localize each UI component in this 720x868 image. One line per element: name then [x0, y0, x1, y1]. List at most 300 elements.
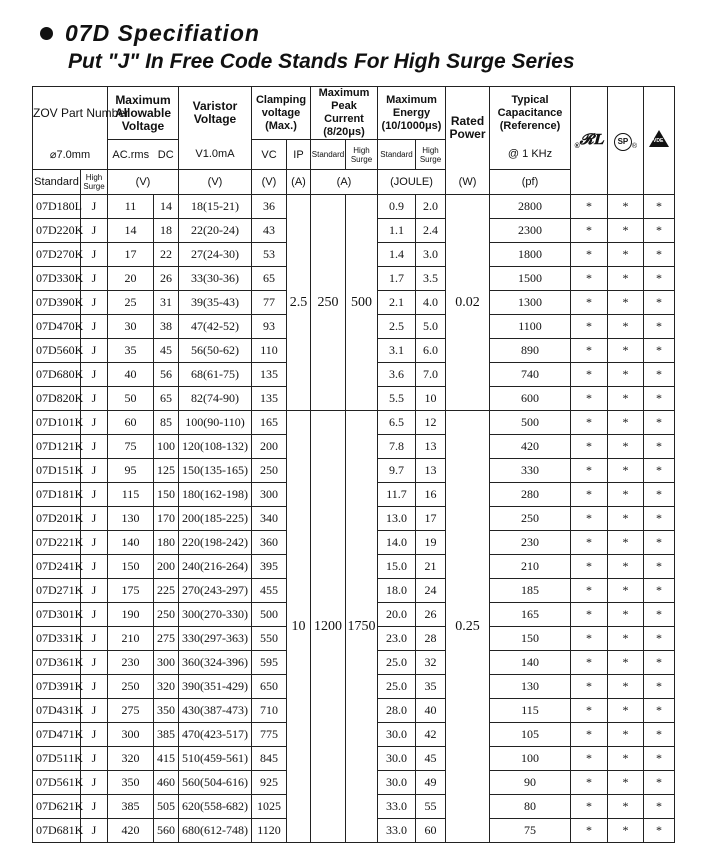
- energy-standard-cell: 23.0: [378, 627, 416, 651]
- ul-cell: *: [571, 771, 608, 795]
- vde-cell: *: [644, 771, 675, 795]
- varistor-voltage-cell: 18(15-21): [179, 195, 252, 219]
- clamping-voltage-cell: 395: [252, 555, 287, 579]
- capacitance-cell: 100: [490, 747, 571, 771]
- varistor-voltage-cell: 56(50-62): [179, 339, 252, 363]
- high-surge-cell: J: [81, 795, 108, 819]
- varistor-voltage-cell: 510(459-561): [179, 747, 252, 771]
- vde-cell: *: [644, 267, 675, 291]
- part-number-cell: 07D390K: [33, 291, 81, 315]
- capacitance-cell: 250: [490, 507, 571, 531]
- high-surge-cell: J: [81, 675, 108, 699]
- dc-cell: 300: [154, 651, 179, 675]
- vde-cell: *: [644, 291, 675, 315]
- energy-standard-cell: 33.0: [378, 795, 416, 819]
- energy-standard-cell: 30.0: [378, 747, 416, 771]
- energy-standard-cell: 33.0: [378, 819, 416, 843]
- ac-rms-cell: 350: [108, 771, 154, 795]
- energy-unit: (JOULE): [378, 170, 446, 195]
- energy-high-cell: 60: [416, 819, 446, 843]
- ac-rms-cell: 40: [108, 363, 154, 387]
- ul-cell: *: [571, 747, 608, 771]
- energy-high-cell: 3.5: [416, 267, 446, 291]
- varistor-voltage-cell: 120(108-132): [179, 435, 252, 459]
- bullet-icon: [40, 27, 53, 40]
- capacitance-cell: 130: [490, 675, 571, 699]
- capacitance-header: Typical Capacitance (Reference): [490, 87, 571, 140]
- energy-standard-cell: 3.6: [378, 363, 416, 387]
- high-surge-cell: J: [81, 411, 108, 435]
- energy-high-cell: 2.0: [416, 195, 446, 219]
- vde-cell: *: [644, 699, 675, 723]
- csa-cell: *: [608, 219, 644, 243]
- capacitance-cell: 75: [490, 819, 571, 843]
- clamping-voltage-cell: 550: [252, 627, 287, 651]
- ul-cell: *: [571, 435, 608, 459]
- energy-high-cell: 35: [416, 675, 446, 699]
- part-number-cell: 07D431K: [33, 699, 81, 723]
- clamping-voltage-cell: 455: [252, 579, 287, 603]
- csa-cell: *: [608, 507, 644, 531]
- ul-cell: *: [571, 363, 608, 387]
- energy-standard-cell: 0.9: [378, 195, 416, 219]
- ac-rms-cell: 250: [108, 675, 154, 699]
- varistor-unit: (V): [179, 170, 252, 195]
- clamping-header: Clamping voltage (Max.): [252, 87, 311, 140]
- part-number-cell: 07D180L: [33, 195, 81, 219]
- energy-standard-cell: 25.0: [378, 651, 416, 675]
- ul-logo-icon: $_®$𝓡𝐋: [574, 131, 604, 150]
- ul-cell: *: [571, 315, 608, 339]
- csa-cell: *: [608, 315, 644, 339]
- ul-cell: *: [571, 387, 608, 411]
- page-title: 07D Specifiation: [40, 20, 260, 47]
- clamping-voltage-cell: 36: [252, 195, 287, 219]
- ac-rms-cell: 11: [108, 195, 154, 219]
- ip-merged-cell: 10: [287, 411, 311, 843]
- energy-standard-cell: 25.0: [378, 675, 416, 699]
- ul-cell: *: [571, 291, 608, 315]
- standard-col-label: Standard: [33, 170, 81, 195]
- high-surge-cell: J: [81, 771, 108, 795]
- vde-cell: *: [644, 747, 675, 771]
- high-surge-cell: J: [81, 747, 108, 771]
- varistor-voltage-cell: 620(558-682): [179, 795, 252, 819]
- part-number-cell: 07D560K: [33, 339, 81, 363]
- clamping-voltage-cell: 93: [252, 315, 287, 339]
- clamping-voltage-cell: 250: [252, 459, 287, 483]
- vc-unit: (V): [252, 170, 287, 195]
- csa-cell: *: [608, 747, 644, 771]
- vde-cell: *: [644, 819, 675, 843]
- energy-standard-cell: 3.1: [378, 339, 416, 363]
- page-subtitle: Put "J" In Free Code Stands For High Surge Series: [68, 50, 575, 73]
- high-surge-cell: J: [81, 291, 108, 315]
- ul-cell: *: [571, 579, 608, 603]
- dc-cell: 320: [154, 675, 179, 699]
- peak-standard-merged-cell: 1200: [311, 411, 346, 843]
- ip-label: IP: [287, 140, 311, 170]
- dc-cell: 125: [154, 459, 179, 483]
- part-number-cell: 07D271K: [33, 579, 81, 603]
- dc-label: DC: [154, 140, 179, 170]
- ac-rms-cell: 175: [108, 579, 154, 603]
- ac-rms-cell: 140: [108, 531, 154, 555]
- csa-cell: *: [608, 243, 644, 267]
- energy-standard-cell: 30.0: [378, 771, 416, 795]
- energy-high-cell: 13: [416, 459, 446, 483]
- vde-cell: *: [644, 195, 675, 219]
- csa-cert: $SP_®$: [608, 87, 644, 195]
- dc-cell: 18: [154, 219, 179, 243]
- clamping-voltage-cell: 200: [252, 435, 287, 459]
- varistor-voltage-cell: 39(35-43): [179, 291, 252, 315]
- high-surge-cell: J: [81, 219, 108, 243]
- energy-standard-cell: 28.0: [378, 699, 416, 723]
- high-surge-cell: J: [81, 195, 108, 219]
- varistor-voltage-cell: 330(297-363): [179, 627, 252, 651]
- energy-high-cell: 5.0: [416, 315, 446, 339]
- csa-cell: *: [608, 675, 644, 699]
- capacitance-cell: 1800: [490, 243, 571, 267]
- ac-rms-cell: 20: [108, 267, 154, 291]
- ac-rms-cell: 420: [108, 819, 154, 843]
- energy-standard-cell: 20.0: [378, 603, 416, 627]
- high-surge-cell: J: [81, 555, 108, 579]
- part-number-cell: 07D221K: [33, 531, 81, 555]
- varistor-voltage-cell: 47(42-52): [179, 315, 252, 339]
- energy-high-cell: 49: [416, 771, 446, 795]
- energy-high-cell: 45: [416, 747, 446, 771]
- energy-high-cell: 28: [416, 627, 446, 651]
- vde-cell: *: [644, 531, 675, 555]
- part-number-cell: 07D471K: [33, 723, 81, 747]
- capacitance-cell: 115: [490, 699, 571, 723]
- part-number-cell: 07D361K: [33, 651, 81, 675]
- ul-cell: *: [571, 483, 608, 507]
- ul-cell: *: [571, 603, 608, 627]
- energy-high-cell: 40: [416, 699, 446, 723]
- dc-cell: 150: [154, 483, 179, 507]
- clamping-voltage-cell: 135: [252, 387, 287, 411]
- clamping-voltage-cell: 43: [252, 219, 287, 243]
- varistor-voltage-cell: 680(612-748): [179, 819, 252, 843]
- clamping-voltage-cell: 650: [252, 675, 287, 699]
- varistor-voltage-cell: 150(135-165): [179, 459, 252, 483]
- varistor-voltage-cell: 100(90-110): [179, 411, 252, 435]
- peak-high-merged-cell: 500: [346, 195, 378, 411]
- rated-power-merged-cell: 0.02: [446, 195, 490, 411]
- table-header: [33, 87, 675, 195]
- clamping-voltage-cell: 1120: [252, 819, 287, 843]
- peak-high-surge-label: High Surge: [346, 140, 378, 170]
- varistor-voltage-cell: 430(387-473): [179, 699, 252, 723]
- clamping-voltage-cell: 135: [252, 363, 287, 387]
- dc-cell: 100: [154, 435, 179, 459]
- part-number-cell: 07D241K: [33, 555, 81, 579]
- energy-high-cell: 4.0: [416, 291, 446, 315]
- part-number-cell: 07D511K: [33, 747, 81, 771]
- energy-high-cell: 26: [416, 603, 446, 627]
- ul-cell: *: [571, 267, 608, 291]
- part-number-cell: 07D680K: [33, 363, 81, 387]
- diameter-label: ⌀7.0mm: [33, 140, 108, 170]
- ul-cell: *: [571, 651, 608, 675]
- part-number-cell: 07D201K: [33, 507, 81, 531]
- part-number-cell: 07D181K: [33, 483, 81, 507]
- vde-cell: *: [644, 579, 675, 603]
- varistor-voltage-cell: 22(20-24): [179, 219, 252, 243]
- clamping-voltage-cell: 710: [252, 699, 287, 723]
- ul-cell: *: [571, 555, 608, 579]
- ul-cell: *: [571, 195, 608, 219]
- high-surge-cell: J: [81, 819, 108, 843]
- zov-header: ZOV Part Number: [33, 87, 108, 140]
- vc-label: VC: [252, 140, 287, 170]
- ul-cell: *: [571, 507, 608, 531]
- varistor-voltage-cell: 270(243-297): [179, 579, 252, 603]
- khz-label: @ 1 KHz: [490, 140, 571, 170]
- energy-high-surge-label: High Surge: [416, 140, 446, 170]
- csa-logo-icon: SP: [614, 133, 632, 151]
- acrms-label: AC.rms: [108, 140, 154, 170]
- varistor-header: Varistor Voltage: [179, 87, 252, 140]
- power-unit: (W): [446, 170, 490, 195]
- energy-standard-cell: 30.0: [378, 723, 416, 747]
- vde-cell: *: [644, 627, 675, 651]
- ul-cell: *: [571, 675, 608, 699]
- energy-high-cell: 3.0: [416, 243, 446, 267]
- capacitance-cell: 330: [490, 459, 571, 483]
- vde-cell: *: [644, 795, 675, 819]
- high-surge-cell: J: [81, 315, 108, 339]
- energy-standard-cell: 2.5: [378, 315, 416, 339]
- capacitance-cell: 1500: [490, 267, 571, 291]
- part-number-cell: 07D331K: [33, 627, 81, 651]
- clamping-voltage-cell: 500: [252, 603, 287, 627]
- dc-cell: 45: [154, 339, 179, 363]
- vde-cell: *: [644, 243, 675, 267]
- ul-cell: *: [571, 243, 608, 267]
- dc-cell: 275: [154, 627, 179, 651]
- clamping-voltage-cell: 1025: [252, 795, 287, 819]
- ac-rms-cell: 35: [108, 339, 154, 363]
- ul-cell: *: [571, 795, 608, 819]
- clamping-voltage-cell: 300: [252, 483, 287, 507]
- vde-cert: [644, 87, 675, 195]
- capacitance-cell: 140: [490, 651, 571, 675]
- csa-cell: *: [608, 555, 644, 579]
- capacitance-cell: 280: [490, 483, 571, 507]
- part-number-cell: 07D301K: [33, 603, 81, 627]
- high-surge-cell: J: [81, 627, 108, 651]
- dc-cell: 38: [154, 315, 179, 339]
- varistor-voltage-cell: 470(423-517): [179, 723, 252, 747]
- high-surge-cell: J: [81, 267, 108, 291]
- vde-cell: *: [644, 459, 675, 483]
- ul-cell: *: [571, 459, 608, 483]
- ac-rms-cell: 115: [108, 483, 154, 507]
- ac-rms-cell: 320: [108, 747, 154, 771]
- capacitance-cell: 165: [490, 603, 571, 627]
- high-surge-cell: J: [81, 483, 108, 507]
- clamping-voltage-cell: 360: [252, 531, 287, 555]
- table-body: [33, 195, 675, 843]
- capacitance-cell: 890: [490, 339, 571, 363]
- clamping-voltage-cell: 53: [252, 243, 287, 267]
- clamping-voltage-cell: 595: [252, 651, 287, 675]
- part-number-cell: 07D621K: [33, 795, 81, 819]
- energy-standard-cell: 18.0: [378, 579, 416, 603]
- dc-cell: 170: [154, 507, 179, 531]
- ip-merged-cell: 2.5: [287, 195, 311, 411]
- dc-cell: 31: [154, 291, 179, 315]
- csa-cell: *: [608, 459, 644, 483]
- ac-rms-cell: 130: [108, 507, 154, 531]
- part-number-cell: 07D820K: [33, 387, 81, 411]
- csa-cell: *: [608, 339, 644, 363]
- dc-cell: 65: [154, 387, 179, 411]
- energy-standard-cell: 15.0: [378, 555, 416, 579]
- high-surge-cell: J: [81, 531, 108, 555]
- csa-cell: *: [608, 579, 644, 603]
- varistor-voltage-cell: 180(162-198): [179, 483, 252, 507]
- varistor-voltage-cell: 560(504-616): [179, 771, 252, 795]
- energy-standard-cell: 1.7: [378, 267, 416, 291]
- capacitance-cell: 90: [490, 771, 571, 795]
- varistor-voltage-cell: 68(61-75): [179, 363, 252, 387]
- dc-cell: 560: [154, 819, 179, 843]
- peak-high-merged-cell: 1750: [346, 411, 378, 843]
- energy-high-cell: 12: [416, 411, 446, 435]
- csa-cell: *: [608, 435, 644, 459]
- high-surge-cell: J: [81, 579, 108, 603]
- peak-current-header: Maximum Peak Current (8/20μs): [311, 87, 378, 140]
- capacitance-cell: 1300: [490, 291, 571, 315]
- varistor-voltage-cell: 27(24-30): [179, 243, 252, 267]
- vde-cell: *: [644, 483, 675, 507]
- ul-cell: *: [571, 531, 608, 555]
- energy-high-cell: 55: [416, 795, 446, 819]
- ac-rms-cell: 95: [108, 459, 154, 483]
- ul-cert: [571, 87, 608, 195]
- clamping-voltage-cell: 65: [252, 267, 287, 291]
- energy-standard-cell: 9.7: [378, 459, 416, 483]
- energy-standard-cell: 1.1: [378, 219, 416, 243]
- clamping-voltage-cell: 775: [252, 723, 287, 747]
- high-surge-cell: J: [81, 363, 108, 387]
- clamping-voltage-cell: 110: [252, 339, 287, 363]
- energy-standard-cell: 13.0: [378, 507, 416, 531]
- vde-cell: *: [644, 675, 675, 699]
- dc-cell: 350: [154, 699, 179, 723]
- part-number-cell: 07D681K: [33, 819, 81, 843]
- dc-cell: 85: [154, 411, 179, 435]
- voltage-unit: (V): [108, 170, 179, 195]
- csa-cell: *: [608, 723, 644, 747]
- energy-standard-label: Standard: [378, 140, 416, 170]
- csa-cell: *: [608, 627, 644, 651]
- part-number-cell: 07D470K: [33, 315, 81, 339]
- dc-cell: 26: [154, 267, 179, 291]
- varistor-voltage-cell: 360(324-396): [179, 651, 252, 675]
- ac-rms-cell: 230: [108, 651, 154, 675]
- part-number-cell: 07D330K: [33, 267, 81, 291]
- ac-rms-cell: 210: [108, 627, 154, 651]
- high-surge-cell: J: [81, 651, 108, 675]
- part-number-cell: 07D101K: [33, 411, 81, 435]
- ac-rms-cell: 60: [108, 411, 154, 435]
- capacitance-cell: 150: [490, 627, 571, 651]
- energy-high-cell: 42: [416, 723, 446, 747]
- csa-cell: *: [608, 483, 644, 507]
- dc-cell: 200: [154, 555, 179, 579]
- high-surge-cell: J: [81, 435, 108, 459]
- varistor-voltage-cell: 390(351-429): [179, 675, 252, 699]
- csa-cell: *: [608, 795, 644, 819]
- high-surge-cell: J: [81, 723, 108, 747]
- clamping-voltage-cell: 845: [252, 747, 287, 771]
- clamping-voltage-cell: 925: [252, 771, 287, 795]
- ac-rms-cell: 150: [108, 555, 154, 579]
- ac-rms-cell: 17: [108, 243, 154, 267]
- energy-high-cell: 10: [416, 387, 446, 411]
- energy-high-cell: 21: [416, 555, 446, 579]
- ul-cell: *: [571, 723, 608, 747]
- dc-cell: 385: [154, 723, 179, 747]
- csa-cell: *: [608, 531, 644, 555]
- capacitance-cell: 210: [490, 555, 571, 579]
- capacitance-cell: 1100: [490, 315, 571, 339]
- energy-standard-cell: 11.7: [378, 483, 416, 507]
- vde-cell: *: [644, 387, 675, 411]
- ac-rms-cell: 25: [108, 291, 154, 315]
- csa-cell: *: [608, 819, 644, 843]
- vde-logo-icon: VDE: [649, 130, 669, 147]
- varistor-voltage-cell: 240(216-264): [179, 555, 252, 579]
- vde-cell: *: [644, 315, 675, 339]
- capacitance-cell: 2800: [490, 195, 571, 219]
- high-surge-col-label: High Surge: [81, 170, 108, 195]
- ac-rms-cell: 30: [108, 315, 154, 339]
- capacitance-cell: 600: [490, 387, 571, 411]
- csa-cell: *: [608, 387, 644, 411]
- energy-standard-cell: 14.0: [378, 531, 416, 555]
- energy-high-cell: 13: [416, 435, 446, 459]
- varistor-voltage-cell: 33(30-36): [179, 267, 252, 291]
- energy-high-cell: 24: [416, 579, 446, 603]
- max-voltage-header: Maximum Allowable Voltage: [108, 87, 179, 140]
- rated-power-merged-cell: 0.25: [446, 411, 490, 843]
- energy-high-cell: 6.0: [416, 339, 446, 363]
- clamping-voltage-cell: 77: [252, 291, 287, 315]
- energy-standard-cell: 7.8: [378, 435, 416, 459]
- energy-high-cell: 17: [416, 507, 446, 531]
- ul-cell: *: [571, 819, 608, 843]
- v1ma-label: V1.0mA: [179, 140, 252, 170]
- part-number-cell: 07D151K: [33, 459, 81, 483]
- csa-cell: *: [608, 267, 644, 291]
- vde-cell: *: [644, 363, 675, 387]
- high-surge-cell: J: [81, 387, 108, 411]
- ul-cell: *: [571, 699, 608, 723]
- dc-cell: 505: [154, 795, 179, 819]
- csa-cell: *: [608, 195, 644, 219]
- ac-rms-cell: 385: [108, 795, 154, 819]
- ac-rms-cell: 75: [108, 435, 154, 459]
- rated-power-header: Rated Power: [446, 87, 490, 170]
- high-surge-cell: J: [81, 699, 108, 723]
